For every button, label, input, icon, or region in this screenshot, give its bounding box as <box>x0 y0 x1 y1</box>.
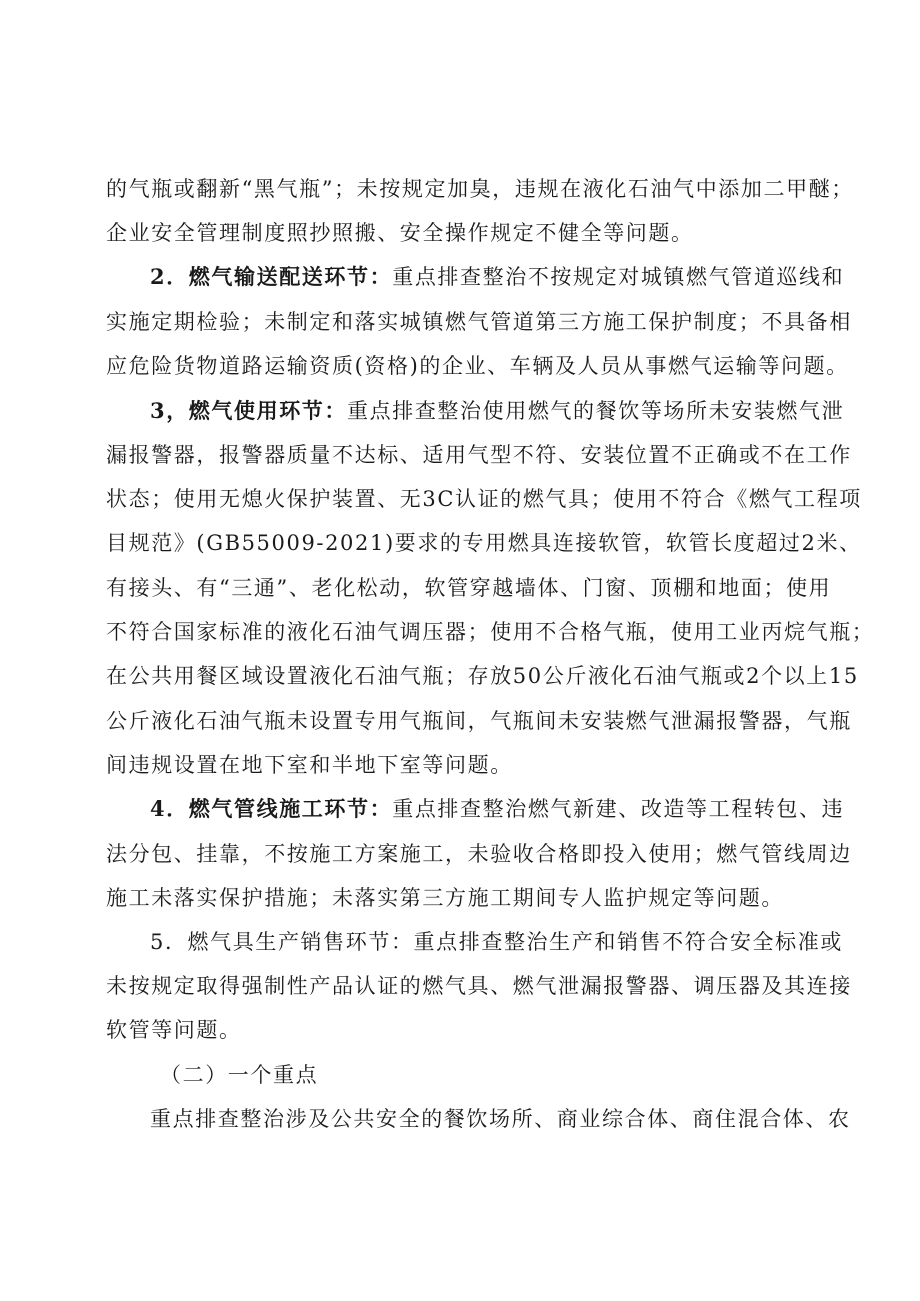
text-line: 重点排查整治涉及公共安全的餐饮场所、商业综合体、商住混合体、农 <box>150 1107 851 1131</box>
item-4-text: 重点排查整治燃气新建、改造等工程转包、违 <box>392 797 845 821</box>
text-line: 在公共用餐区域设置液化石油气瓶；存放50公斤液化石油气瓶或2个以上15 <box>106 664 859 688</box>
item-2-text: 重点排查整治不按规定对城镇燃气管道巡线和 <box>392 265 845 289</box>
text-line: 漏报警器，报警器质量不达标、适用气型不符、安装位置不正确或不在工作 <box>106 443 852 467</box>
text-line: 应危险货物道路运输资质(资格)的企业、车辆及人员从事燃气运输等问题。 <box>106 354 849 378</box>
text-line: 实施定期检验；未制定和落实城镇燃气管道第三方施工保护制度；不具备相 <box>106 310 852 334</box>
item-4-heading-line <box>150 794 845 824</box>
item-2-heading: 2．燃气输送配送环节： <box>150 264 393 289</box>
item-3-text: 重点排查整治使用燃气的餐饮等场所未安装燃气泄 <box>347 399 845 423</box>
text-line: 不符合国家标准的液化石油气调压器；使用不合格气瓶，使用工业丙烷气瓶； <box>106 620 875 644</box>
text-line: 公斤液化石油气瓶未设置专用气瓶间，气瓶间未安装燃气泄漏报警器，气瓶 <box>106 709 852 733</box>
text-line: 状态；使用无熄火保护装置、无3C认证的燃气具；使用不符合《燃气工程项 <box>106 487 862 511</box>
text-line: 目规范》(GB55009-2021)要求的专用燃具连接软管，软管长度超过2米、 <box>106 531 862 555</box>
text-line: 施工未落实保护措施；未落实第三方施工期间专人监护规定等问题。 <box>106 886 784 910</box>
text-line: 软管等问题。 <box>106 1018 242 1042</box>
text-line: 间违规设置在地下室和半地下室等问题。 <box>106 753 513 777</box>
text-line: 法分包、挂靠，不按施工方案施工，未验收合格即投入使用；燃气管线周边 <box>106 842 852 866</box>
item-2-heading-line <box>150 262 845 292</box>
text-line: 未按规定取得强制性产品认证的燃气具、燃气泄漏报警器、调压器及其连接 <box>106 974 852 998</box>
item-3-heading: 3，燃气使用环节： <box>150 398 348 423</box>
text-line: 的气瓶或翻新“黑气瓶”；未按规定加臭，违规在液化石油气中添加二甲醚； <box>106 177 854 201</box>
item-3-heading-line <box>150 396 845 426</box>
item-4-heading: 4．燃气管线施工环节： <box>150 796 393 821</box>
text-line: 企业安全管理制度照抄照搬、安全操作规定不健全等问题。 <box>106 221 694 245</box>
item-5-line: 5．燃气具生产销售环节：重点排查整治生产和销售不符合安全标准或 <box>150 930 843 954</box>
text-line: 有接头、有“三通”、老化松动，软管穿越墙体、门窗、顶棚和地面；使用 <box>106 576 832 600</box>
section-subheading: （二）一个重点 <box>160 1063 319 1087</box>
